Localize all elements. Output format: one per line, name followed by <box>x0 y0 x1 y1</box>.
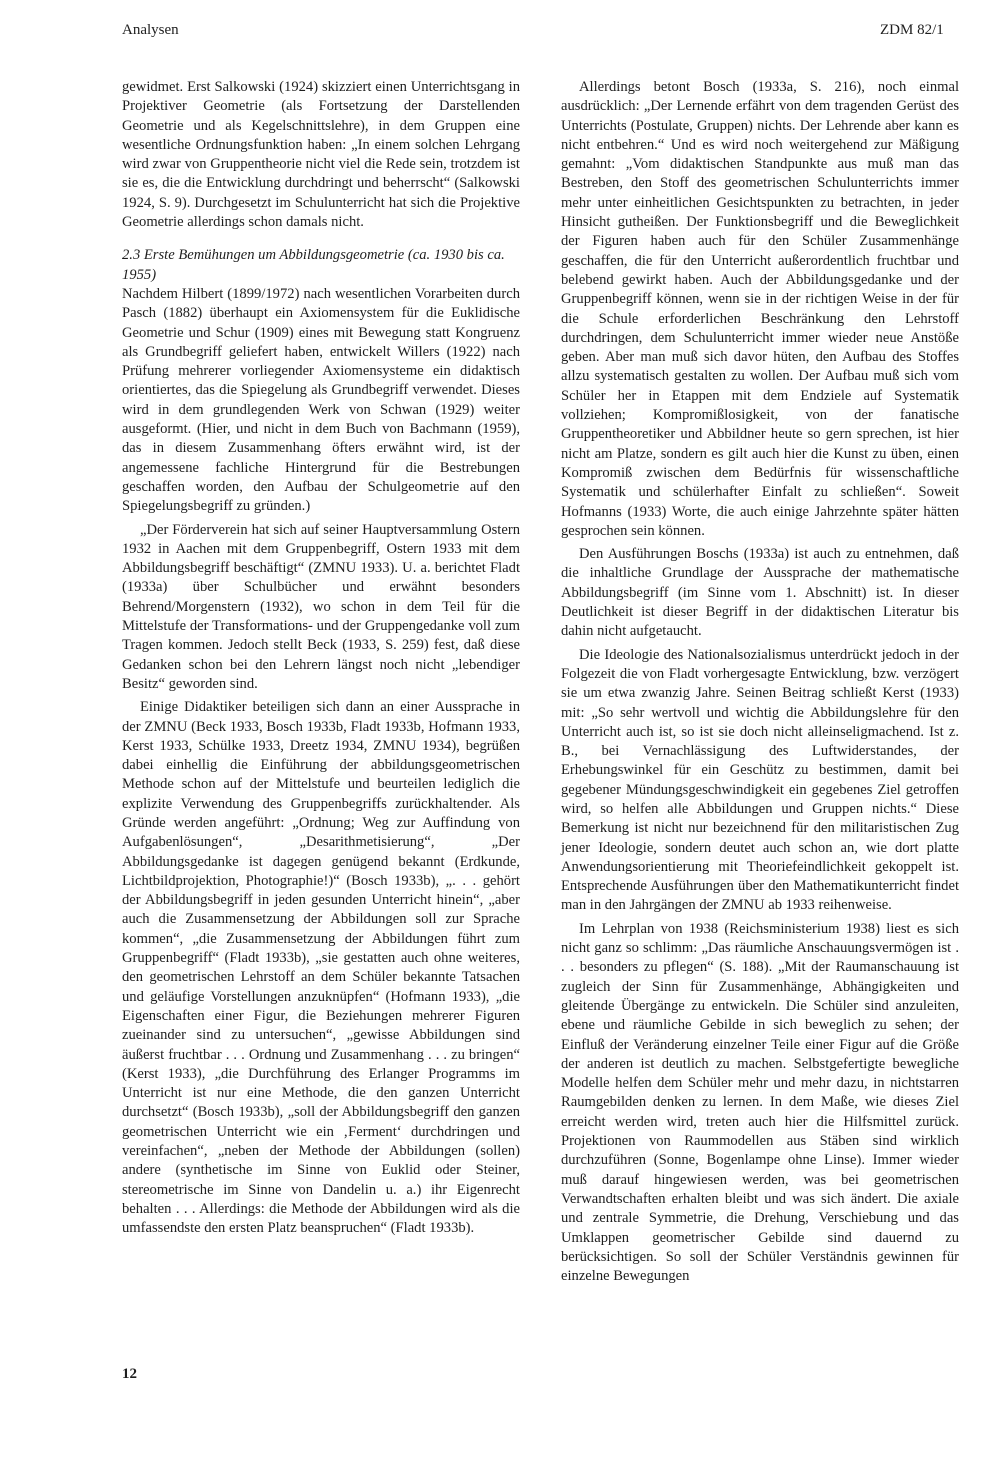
left-paragraph-1: gewidmet. Erst Salkowski (1924) skizziert einen Unterrichtsgang in Projektiver Geometrie (als Fortsetzung der Darstellenden Geometrie und als Kegelschnittslehre), in dem Gruppen eine wesentliche Ordnungsfunktion haben: „In einem solchen Lehrgang wird zwar von Gruppentheorie nicht viel die Rede sein, trotzdem ist sie es, die die Entwicklung durchdringt und beherrscht“ (Salkowski 1924, S. 9). Durchgesetzt im Schulunterricht hat sich die Projektive Geometrie allerdings schon damals nicht. <box>122 79 520 231</box>
section-heading-2-3: 2.3 Erste Bemühungen um Abbildungsgeometrie (ca. 1930 bis ca. 1955) <box>122 247 505 283</box>
left-paragraph-3: „Der Förderverein hat sich auf seiner Hauptversammlung Ostern 1932 in Aachen mit dem Gruppenbegriff, Ostern 1933 mit dem Abbildungsbegriff beschäftigt“ (ZMNU 1933). U. a. berichtet Fladt (1933a) über Schulbücher und erwähnt besonders Behrend/Morgenstern (1932), wo schon in dem Teil für die Mittelstufe der Transformations- und der Gruppengedanke voll zum Tragen kommen. Jedoch stellt Beck (1933, S. 259) fest, daß diese Gedanken schon bei den Lehrern längst noch nicht „lebendiger Besitz“ geworden sind. <box>122 521 520 692</box>
right-paragraph-3: Die Ideologie des Nationalsozialismus unterdrückt jedoch in der Folgezeit die von Fladt vorhergesagte Entwicklung, bzw. verzögert sie um etwa zwanzig Jahre. Seinen Beitrag schließt Kerst (1933) mit: „So sehr wertvoll und wichtig die Abbildungslehre für den Unterricht auch ist, so ist sie doch nicht alleinseligmachend. Ist z. B., bei Vernachlässigung des Luftwiderstandes, der Erhebungswinkel für ein Geschütz zu bestimmen, damit bei gegebener Mündungsgeschwindigkeit ein gegebenes Ziel getroffen wird, so helfen alle Abbildungen und Gruppen nichts.“ Diese Bemerkung ist nicht nur bezeichnend für den militaristischen Zug jener Ideologie, sondern deutet auch schon an, wie dort platte Anwendungsorientierung mit Theoriefeindlichkeit gekoppelt ist. Entsprechende Ausführungen über den Mathematikunterricht findet man in den Jahrgängen der ZMNU ab 1933 reihenweise. <box>561 646 959 914</box>
left-paragraph-2: Nachdem Hilbert (1899/1972) nach wesentlichen Vorarbeiten durch Pasch (1882) überhaupt ein Axiomensystem für die Euklidische Geometrie und Schur (1909) eines mit Bewegung statt Kongruenz als Grundbegriff geliefert haben, entwickelt Willers (1922) nach Prüfung mehrerer vorliegender Axiomensysteme ein didaktisch orientiertes, das die Spiegelung als Grundbegriff verwendet. Dieses wird in dem grundlegenden Werk von Schwan (1929) weiter ausgeformt. (Hier, und nicht in dem Buch von Bachmann (1959), das in diesem Zusammenhang öfters erwähnt wird, ist der angemessene fachliche Hintergrund für die Bestrebungen geschaffen worden, den Aufbau der Schulgeometrie auf den Spiegelungsbegriff zu gründen.) <box>122 285 520 515</box>
right-column <box>561 78 959 1286</box>
running-header-section: Analysen <box>122 22 179 38</box>
right-paragraph-4: Im Lehrplan von 1938 (Reichsministerium 1938) liest es sich nicht ganz so schlimm: „Das räumliche Anschauungsvermögen ist . . . besonders zu pflegen“ (S. 188). „Mit der Raumanschauung ist zugleich der Sinn für Zusammenhänge, Abhängigkeiten und gleitende Übergänge zu entwickeln. Die Schüler sind anzuleiten, ebene und räumliche Gebilde in sich beweglich zu sehen; der Einfluß der Veränderung einzelner Teile einer Figur auf die Größe der anderen ist deutlich zu machen. Selbstgefertigte bewegliche Modelle helfen dem Schüler mehr und mehr dazu, in nichtstarren Raumgebilden denken zu lernen. In dem Maße, wie dieses Ziel erreicht werden wird, treten auch hier die Hilfsmittel zurück. Projektionen von Raummodellen aus Stäben sind wirklich durchzuführen (Sonne, Bogenlampe ohne Linse). Immer wieder muß darauf hingewiesen werden, was bei geometrischen Verwandtschaften erhalten bleibt und was sich ändert. Die axiale und zentrale Symmetrie, die Drehung, Verschiebung und das Umklappen geometrischer Gebilde sind dauernd zu berücksichtigen. So soll der Schüler Verständnis gewinnen für einzelne Bewegungen <box>561 920 959 1285</box>
right-paragraph-1: Allerdings betont Bosch (1933a, S. 216), noch einmal ausdrücklich: „Der Lernende erfährt von dem tragenden Gerüst des Unterrichts (Postulate, Gruppen) nichts. Der Lehrende aber kann es nicht entbehren.“ Und es wird noch weitergehend zur Mäßigung gemahnt: „Vom didaktischen Standpunkte aus muß man das Bestreben, den Stoff des geometrischen Schulunterrichts immer mehr unter einheitlichen Gesichtspunkten zu betrachten, in jeder Hinsicht gutheißen. Der Funktionsbegriff und die Beweglichkeit der Figuren haben auch für den Schüler Zusammenhänge geschaffen, die für den Unterricht außerordentlich fruchtbar und belebend gewirkt haben. Auch der Abbildungsgedanke und der Gruppenbegriff können, wenn sie in der richtigen Weise in der für die Schule erforderlichen Beschränkung den Lehrstoff durchdringen, dem Schulunterricht immer wieder neue Anstöße geben. Aber man muß sich davor hüten, den Aufbau des Stoffes allzu systematisch gestalten zu wollen. Der Aufbau muß sich vom Schüler her in Etappen mit dem Endziele auf Systematik vollziehen; Kompromißlosigkeit, von der fanatische Gruppentheoretiker und Abbildner heute so gern sprechen, ist hier nicht am Platze, sondern es gilt auch hier die Kunst zu üben, einen Kompromiß zwischen dem Bedürfnis für wissenschaftliche Systematik und schülerhafter Einfalt zu schließen“. Soweit Hofmanns (1933) Worte, die auch einige Jahrzehnte später hätten gesprochen sein können. <box>561 79 959 539</box>
left-column <box>122 78 520 1239</box>
right-paragraph-2: Den Ausführungen Boschs (1933a) ist auch zu entnehmen, daß die inhaltliche Grundlage der Aussprache der mathematische Abbildungsbegriff (im Sinne vom 1. Abschnitt) ist. In dieser Deutlichkeit ist dieser Begriff in der didaktischen Literatur bis dahin nicht aufgetaucht. <box>561 546 959 640</box>
left-paragraph-4: Einige Didaktiker beteiligen sich dann an einer Aussprache in der ZMNU (Beck 1933, Bosch 1933b, Fladt 1933b, Hofmann 1933, Kerst 1933, Schülke 1933, Dreetz 1934, ZMNU 1934), begrüßen dabei einhellig die Einführung der abbildungsgeometrischen Methode schon auf der Mittelstufe und beurteilen lediglich die explizite Verwendung des Gruppenbegriffs zurückhaltender. Als Gründe werden angeführt: „Ordnung; Weg zur Auffindung von Aufgabenlösungen“, „Desarithmetisierung“, „Der Abbildungsgedanke ist dagegen genügend bekannt (Erdkunde, Lichtbildprojektion, Photographie!)“ (Bosch 1933b), „. . . gehört der Abbildungsbegriff in jeden gesunden Unterricht hinein“, „aber auch die Zusammensetzung der Abbildungen soll zur Sprache kommen“, „die Zusammensetzung der Abbildungen führt zum Gruppenbegriff“ (Fladt 1933b), „sie gestatten auch ohne weiteres, den geometrischen Lehrstoff an dem Schüler bekannte Tatsachen und geläufige Vorstellungen anzuknüpfen“ (Hofmann 1933), „die Eigenschaften einer Figur, die Beziehungen mehrerer Figuren zueinander sind zu untersuchen“, „gewisse Abbildungen sind äußerst fruchtbar . . . Ordnung und Zusammenhang . . . zu bringen“ (Kerst 1933), „die Durchführung des Erlanger Programms im Unterricht ist nur eine Methode, die den ganzen Unterricht durchsetzt“ (Bosch 1933b), „soll der Abbildungsbegriff den ganzen geometrischen Unterricht wie ein ‚Ferment‘ durchdringen und vereinfachen“, „neben der Methode der Abbildungen (sollen) andere (synthetische im Sinne von Euklid oder Steiner, stereometrische im Sinne von Dandelin u. a.) ihr Eigenrecht behalten . . . Allerdings: die Methode der Abbildungen wird als die umfassendste den ersten Platz beanspruchen“ (Fladt 1933b). <box>122 699 520 1237</box>
page-number: 12 <box>122 1366 137 1382</box>
running-header-journal: ZDM 82/1 <box>880 22 944 38</box>
